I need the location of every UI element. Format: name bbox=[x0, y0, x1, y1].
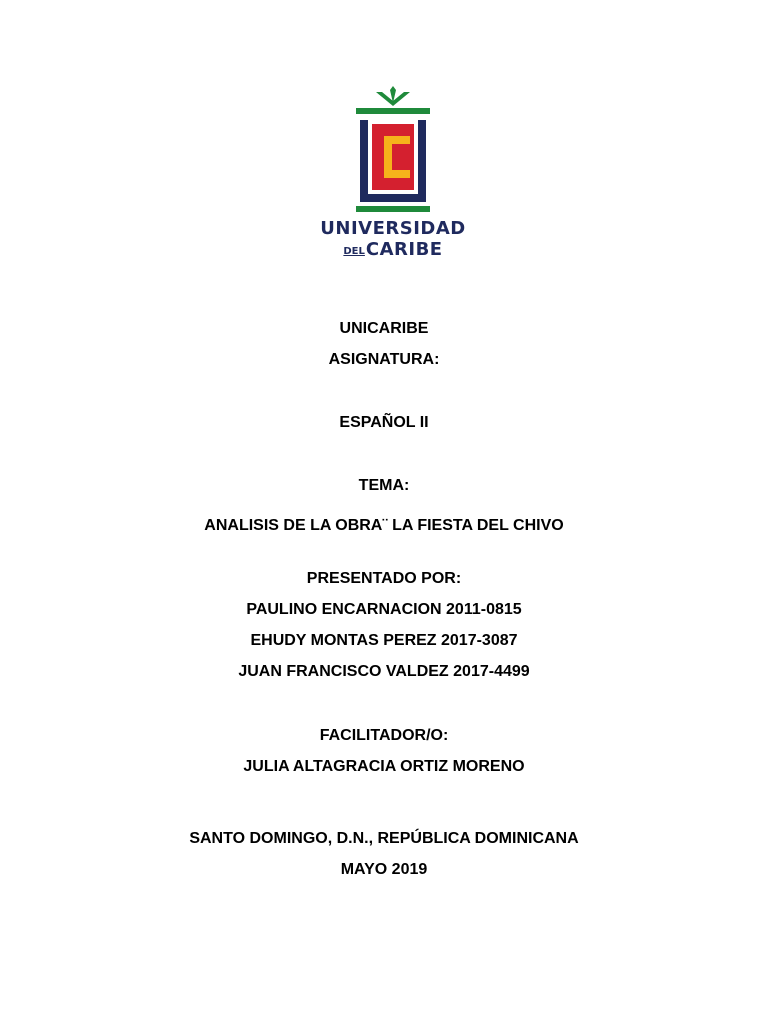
logo-wordmark-line2 bbox=[320, 239, 466, 260]
subject-label: ASIGNATURA: bbox=[328, 351, 440, 368]
topic-title: ANALISIS DE LA OBRA¨ LA FIESTA DEL CHIVO bbox=[204, 517, 564, 534]
author-1: PAULINO ENCARNACION 2011-0815 bbox=[246, 601, 522, 618]
topic-label: TEMA: bbox=[358, 477, 410, 494]
document-date: MAYO 2019 bbox=[340, 861, 428, 878]
logo-emblem-icon bbox=[320, 84, 466, 216]
logo-wordmark-line1: UNIVERSIDAD bbox=[320, 218, 466, 239]
presented-by-label: PRESENTADO POR: bbox=[306, 570, 462, 587]
institution-name: UNICARIBE bbox=[339, 320, 429, 337]
subject-name: ESPAÑOL II bbox=[339, 414, 429, 431]
logo-wordmark-del: DEL bbox=[343, 246, 365, 257]
university-logo bbox=[320, 84, 466, 262]
author-2: EHUDY MONTAS PEREZ 2017-3087 bbox=[250, 632, 518, 649]
facilitator-label: FACILITADOR/O: bbox=[319, 727, 449, 744]
facilitator-name: JULIA ALTAGRACIA ORTIZ MORENO bbox=[243, 758, 525, 775]
logo-wordmark-caribe: CARIBE bbox=[365, 239, 443, 260]
author-3: JUAN FRANCISCO VALDEZ 2017-4499 bbox=[238, 663, 530, 680]
location: SANTO DOMINGO, D.N., REPÚBLICA DOMINICANA bbox=[189, 830, 579, 847]
